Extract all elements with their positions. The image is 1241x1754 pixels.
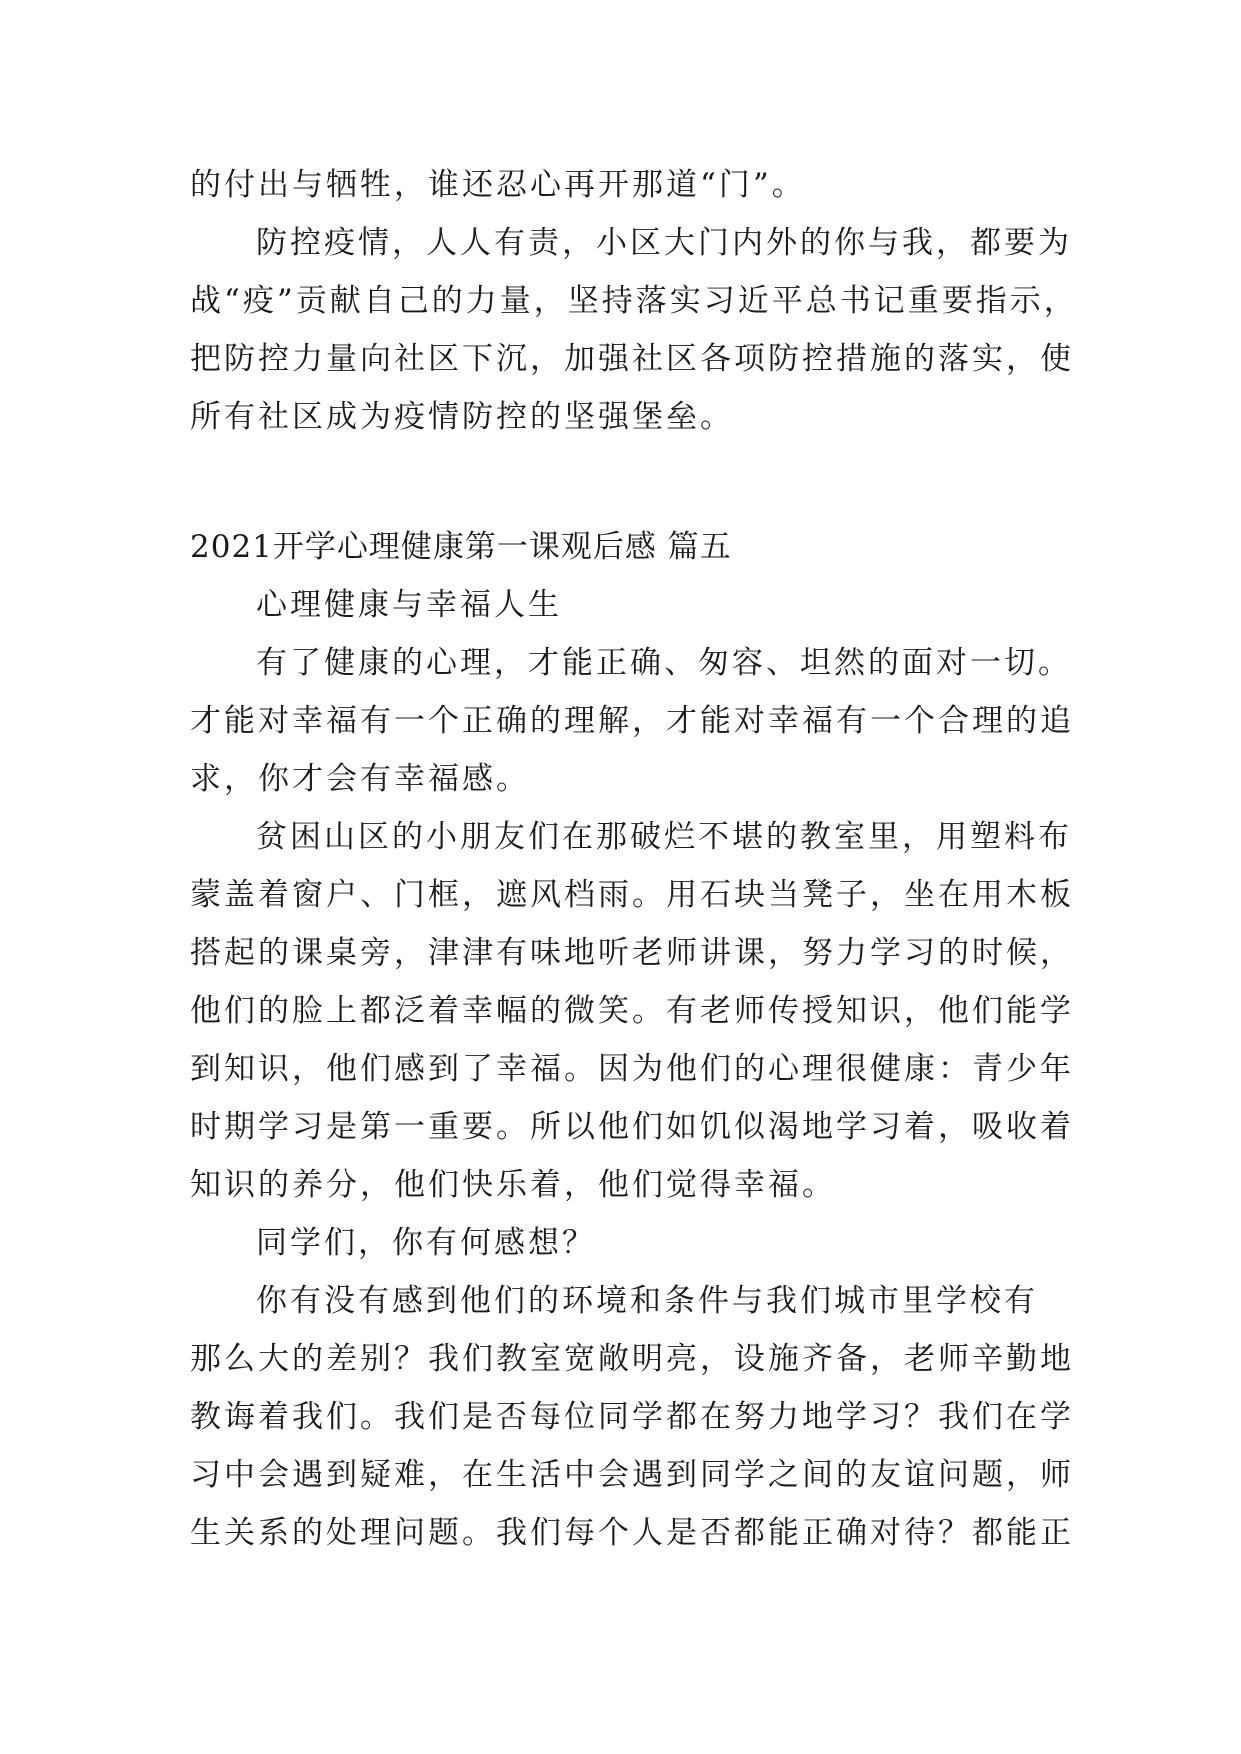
text-line: 习中会遇到疑难，在生活中会遇到同学之间的友谊问题，师 [190, 1457, 1074, 1493]
paragraph-start-line: 贫困山区的小朋友们在那破烂不堪的教室里，用塑料布 [256, 819, 1072, 855]
essay-title: 心理健康与幸福人生 [256, 587, 562, 623]
text-line: 时期学习是第一重要。所以他们如饥似渴地学习着，吸收着 [190, 1109, 1074, 1145]
text-line: 把防控力量向社区下沉，加强社区各项防控措施的落实，使 [190, 341, 1074, 377]
text-line: 到知识，他们感到了幸福。因为他们的心理很健康：青少年 [190, 1051, 1074, 1087]
text-line: 知识的养分，他们快乐着，他们觉得幸福。 [190, 1167, 836, 1203]
text-line: 搭起的课桌旁，津津有味地听老师讲课，努力学习的时候， [190, 935, 1074, 971]
section-heading: 2021开学心理健康第一课观后感 篇五 [190, 529, 732, 565]
paragraph-start-line: 防控疫情，人人有责，小区大门内外的你与我，都要为 [256, 225, 1072, 261]
text-line: 求，你才会有幸福感。 [190, 761, 530, 797]
text-line: 那么大的差别？我们教室宽敞明亮，设施齐备，老师辛勤地 [190, 1341, 1074, 1377]
document-body [190, 156, 1078, 1562]
paragraph-start-line: 你有没有感到他们的环境和条件与我们城市里学校有 [256, 1283, 1038, 1319]
text-line: 所有社区成为疫情防控的坚强堡垒。 [190, 399, 734, 435]
section-gap [190, 446, 1070, 518]
text-line: 教诲着我们。我们是否每位同学都在努力地学习？我们在学 [190, 1399, 1074, 1435]
paragraph-start-line: 同学们，你有何感想？ [256, 1225, 596, 1261]
text-line: 战“疫”贡献自己的力量，坚持落实习近平总书记重要指示， [190, 283, 1078, 319]
text-line: 的付出与牺牲，谁还忍心再开那道“门”。 [190, 167, 806, 203]
text-line: 生关系的处理问题。我们每个人是否都能正确对待？都能正 [190, 1515, 1074, 1551]
text-line: 他们的脸上都泛着幸幅的微笑。有老师传授知识，他们能学 [190, 993, 1074, 1029]
text-line: 才能对幸福有一个正确的理解，才能对幸福有一个合理的追 [190, 703, 1074, 739]
text-line: 蒙盖着窗户、门框，遮风档雨。用石块当凳子，坐在用木板 [190, 877, 1074, 913]
paragraph-start-line: 有了健康的心理，才能正确、匆容、坦然的面对一切。 [256, 645, 1072, 681]
